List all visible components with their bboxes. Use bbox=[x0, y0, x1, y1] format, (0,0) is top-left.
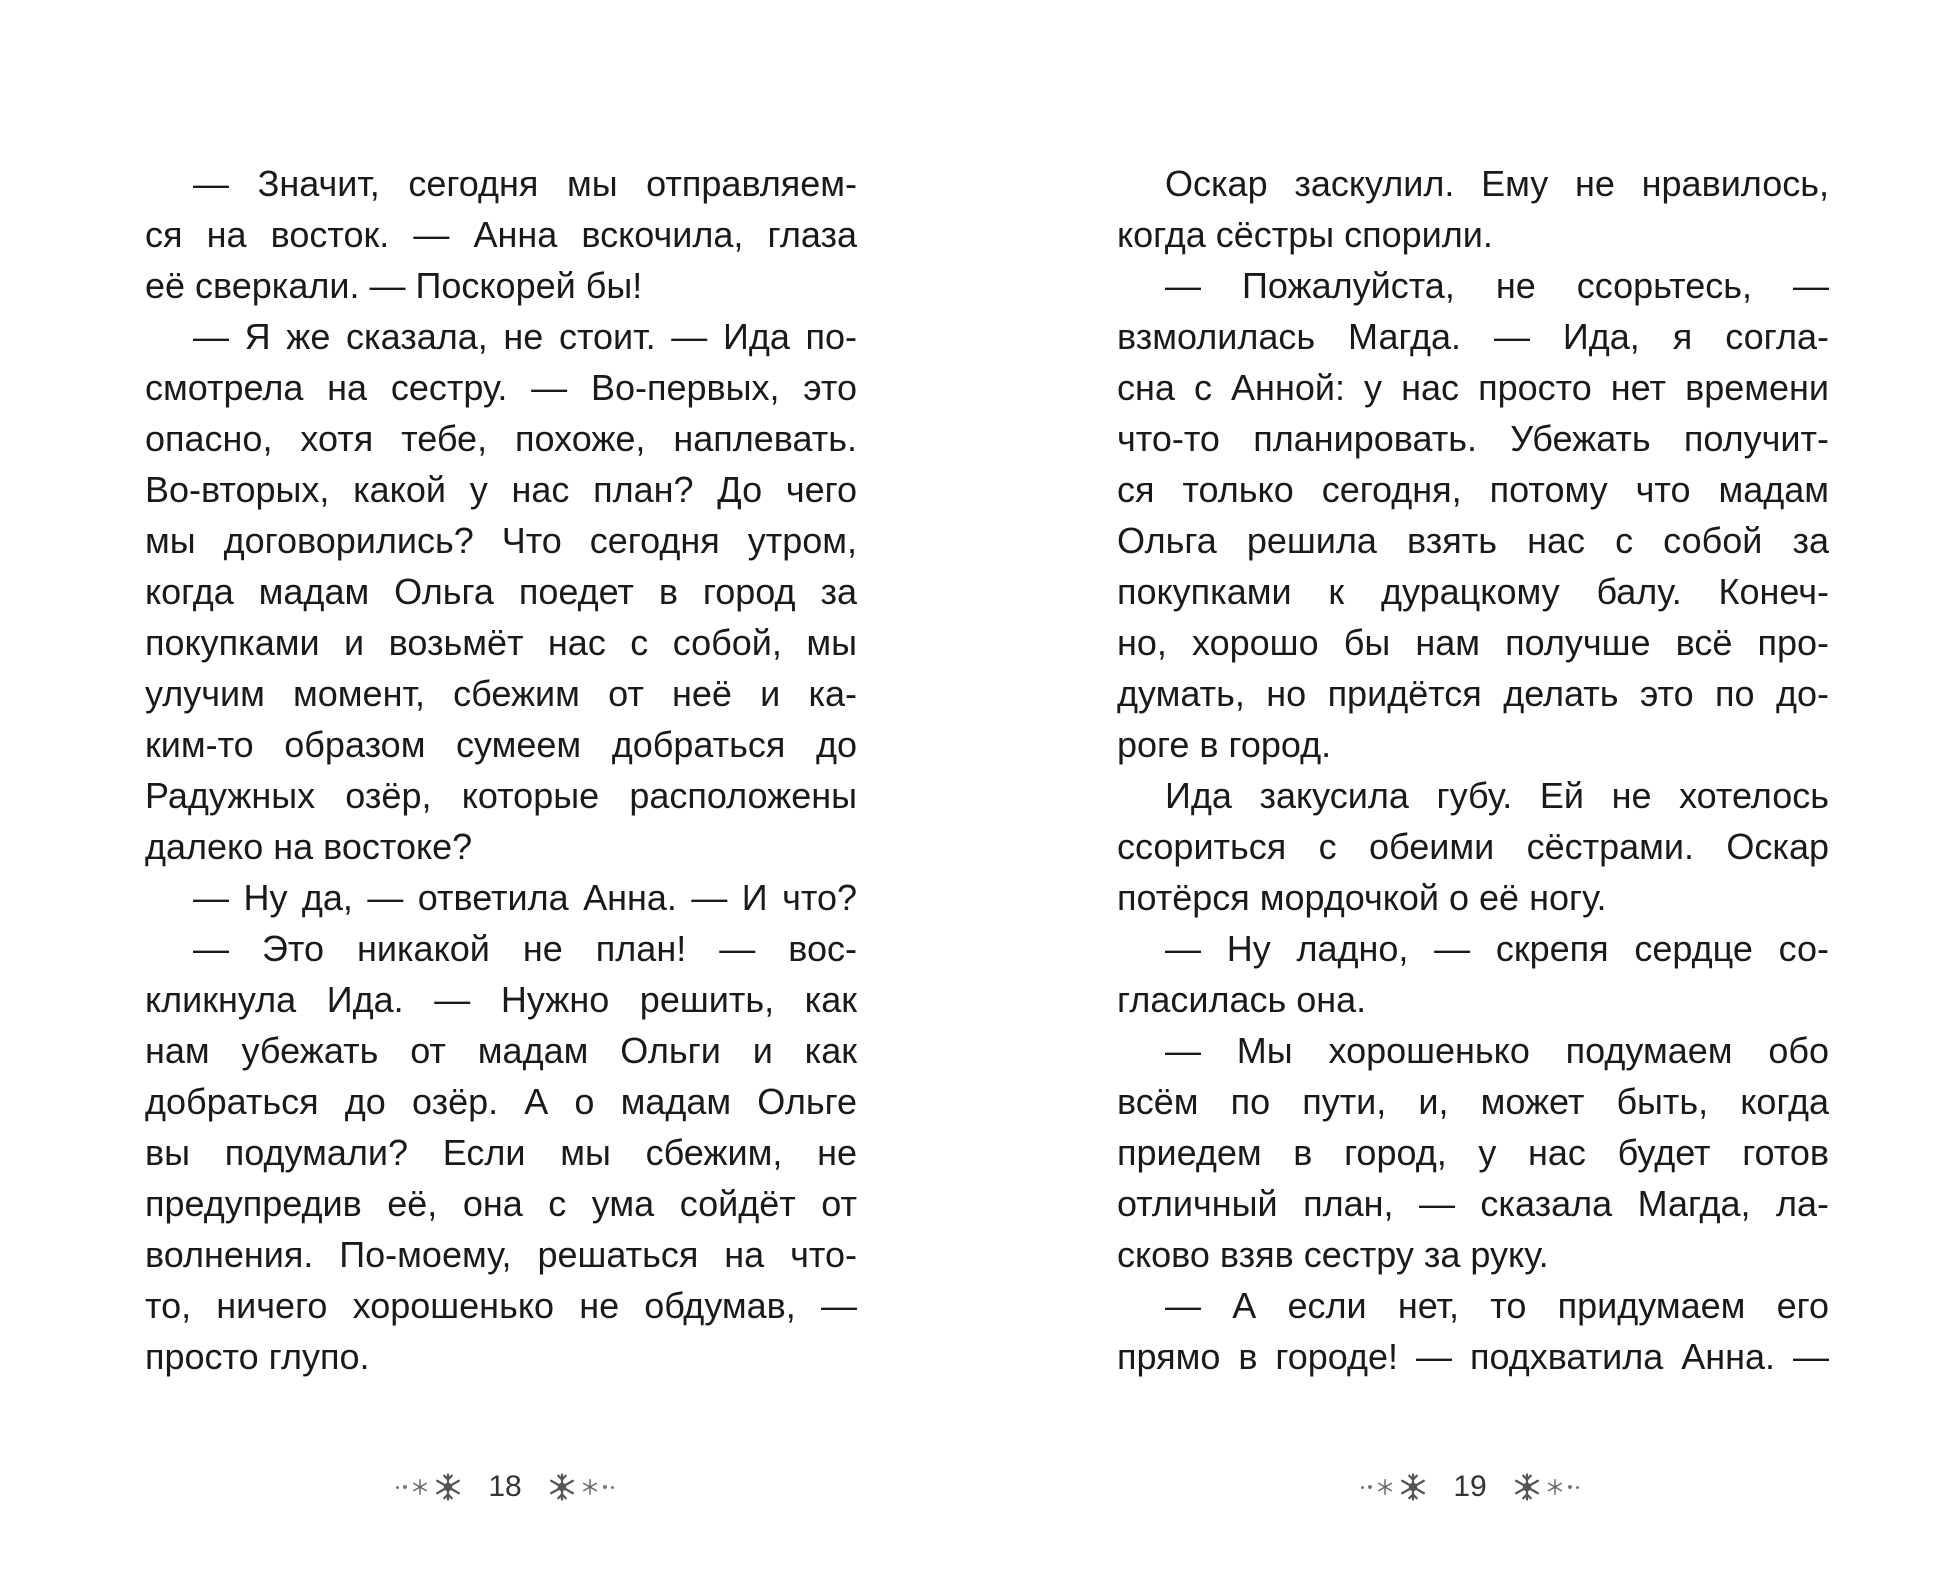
snowflake-icon bbox=[1546, 1478, 1564, 1496]
text-line: Во-вторых, какой у нас план? До чего bbox=[145, 469, 857, 510]
text-line: но, хорошо бы нам получше всё про- bbox=[1117, 622, 1829, 663]
snowflake-icon bbox=[547, 1472, 577, 1502]
left-ornament-before bbox=[396, 1472, 463, 1502]
snowflake-icon bbox=[1512, 1472, 1542, 1502]
text-line: Ида закусила губу. Ей не хотелось bbox=[1165, 775, 1829, 816]
text-line: Оскар заскулил. Ему не нравилось, bbox=[1165, 163, 1829, 204]
text-line: ся только сегодня, потому что мадам bbox=[1117, 469, 1829, 510]
text-line: Радужных озёр, которые расположены bbox=[145, 775, 857, 816]
left-page-footer bbox=[345, 1462, 665, 1512]
left-page-text bbox=[145, 158, 857, 1382]
text-line: — Ну да, — ответила Анна. — И что? bbox=[193, 877, 857, 918]
text-line: — Я же сказала, не стоит. — Ида по- bbox=[193, 316, 857, 357]
text-line: ким-то образом сумеем добраться до bbox=[145, 724, 857, 765]
text-line: прямо в городе! — подхватила Анна. — bbox=[1117, 1336, 1829, 1377]
snowflake-icon bbox=[433, 1472, 463, 1502]
text-line: отличный план, — сказала Магда, ла- bbox=[1117, 1183, 1829, 1224]
text-line: — Это никакой не план! — вос- bbox=[193, 928, 857, 969]
text-line: кликнула Ида. — Нужно решить, как bbox=[145, 979, 857, 1020]
text-line: просто глупо. bbox=[145, 1336, 370, 1377]
text-line: улучим момент, сбежим от неё и ка- bbox=[145, 673, 857, 714]
text-line: что-то планировать. Убежать получит- bbox=[1117, 418, 1829, 459]
text-line: — А если нет, то придумаем его bbox=[1165, 1285, 1829, 1326]
page-number: 18 bbox=[488, 1470, 522, 1503]
text-line: потёрся мордочкой о её ногу. bbox=[1117, 877, 1607, 918]
right-page-footer bbox=[1310, 1462, 1630, 1512]
dot-icon bbox=[403, 1485, 407, 1489]
text-line: взмолилась Магда. — Ида, я согла- bbox=[1117, 316, 1829, 357]
right-ornament-after bbox=[1512, 1472, 1579, 1502]
text-line: — Мы хорошенько подумаем обо bbox=[1165, 1030, 1829, 1071]
text-line: нам убежать от мадам Ольги и как bbox=[145, 1030, 857, 1071]
text-line: смотрела на сестру. — Во-первых, это bbox=[145, 367, 857, 408]
text-line: далеко на востоке? bbox=[145, 826, 473, 867]
page-number: 19 bbox=[1453, 1470, 1487, 1503]
text-line: всём по пути, и, может быть, когда bbox=[1117, 1081, 1829, 1122]
snowflake-icon bbox=[411, 1478, 429, 1496]
left-ornament-after bbox=[547, 1472, 614, 1502]
text-line: сна с Анной: у нас просто нет времени bbox=[1117, 367, 1829, 408]
left-page bbox=[145, 158, 857, 1382]
text-line: то, ничего хорошенько не обдумав, — bbox=[145, 1285, 857, 1326]
right-page-text bbox=[1117, 158, 1829, 1382]
text-line: Ольга решила взять нас с собой за bbox=[1117, 520, 1829, 561]
text-line: добраться до озёр. А о мадам Ольге bbox=[145, 1081, 857, 1122]
text-line: покупками к дурацкому балу. Конеч- bbox=[1117, 571, 1829, 612]
text-line: роге в город. bbox=[1117, 724, 1332, 765]
text-line: приедем в город, у нас будет готов bbox=[1117, 1132, 1829, 1173]
dot-icon bbox=[1568, 1485, 1572, 1489]
text-line: предупредив её, она с ума сойдёт от bbox=[145, 1183, 857, 1224]
right-ornament-before bbox=[1361, 1472, 1428, 1502]
snowflake-icon bbox=[581, 1478, 599, 1496]
dot-icon bbox=[1576, 1486, 1579, 1489]
text-line: думать, но придётся делать это по до- bbox=[1117, 673, 1829, 714]
text-line: мы договорились? Что сегодня утром, bbox=[145, 520, 857, 561]
snowflake-icon bbox=[1376, 1478, 1394, 1496]
text-line: ся на восток. — Анна вскочила, глаза bbox=[145, 214, 857, 255]
text-line: волнения. По-моему, решаться на что- bbox=[145, 1234, 857, 1275]
text-line: опасно, хотя тебе, похоже, наплевать. bbox=[145, 418, 857, 459]
text-line: вы подумали? Если мы сбежим, не bbox=[145, 1132, 857, 1173]
text-line: — Пожалуйста, не ссорьтесь, — bbox=[1165, 265, 1829, 306]
text-line: когда мадам Ольга поедет в город за bbox=[145, 571, 857, 612]
dot-icon bbox=[1368, 1485, 1372, 1489]
text-line: покупками и возьмёт нас с собой, мы bbox=[145, 622, 857, 663]
dot-icon bbox=[1361, 1486, 1364, 1489]
text-line: когда сёстры спорили. bbox=[1117, 214, 1493, 255]
text-line: ссориться с обеими сёстрами. Оскар bbox=[1117, 826, 1829, 867]
snowflake-icon bbox=[1398, 1472, 1428, 1502]
text-line: гласилась она. bbox=[1117, 979, 1367, 1020]
dot-icon bbox=[611, 1486, 614, 1489]
text-line: сково взяв сестру за руку. bbox=[1117, 1234, 1549, 1275]
right-page bbox=[1117, 158, 1829, 1382]
text-line: — Ну ладно, — скрепя сердце со- bbox=[1165, 928, 1829, 969]
dot-icon bbox=[603, 1485, 607, 1489]
text-line: — Значит, сегодня мы отправляем- bbox=[193, 163, 857, 204]
text-line: её сверкали. — Поскорей бы! bbox=[145, 265, 643, 306]
dot-icon bbox=[396, 1486, 399, 1489]
